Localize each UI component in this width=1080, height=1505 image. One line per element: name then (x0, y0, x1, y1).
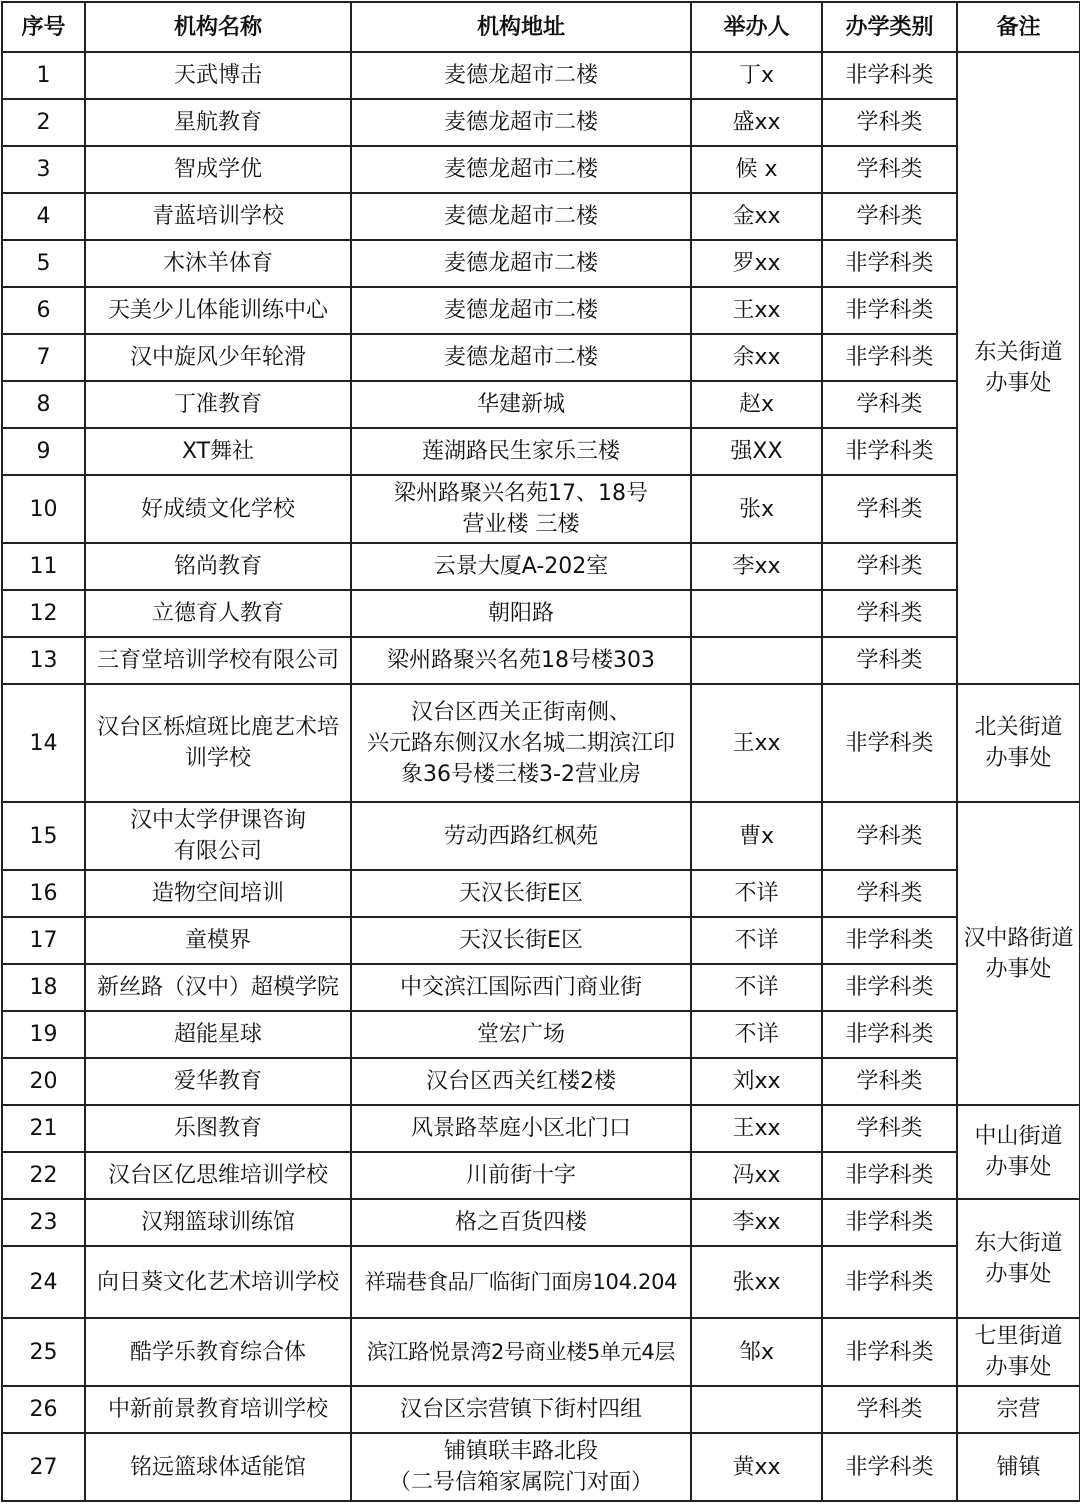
table-row (2, 1105, 1080, 1152)
cell-host: 赵x (691, 381, 822, 428)
cell-name: 童模界 (85, 917, 351, 964)
cell-name: 中新前景教育培训学校 (85, 1386, 351, 1433)
table-row (2, 99, 1080, 146)
table-row (2, 475, 1080, 543)
cell-name: 超能星球 (85, 1011, 351, 1058)
cell-host: 余xx (691, 334, 822, 381)
cell-host: 张xx (691, 1246, 822, 1318)
cell-host: 李xx (691, 543, 822, 590)
cell-host: 金xx (691, 193, 822, 240)
cell-type: 非学科类 (822, 964, 957, 1011)
cell-host: 不详 (691, 917, 822, 964)
header-no: 序号 (2, 2, 85, 52)
cell-address: 滨江路悦景湾2号商业楼5单元4层 (351, 1318, 691, 1386)
cell-type: 非学科类 (822, 334, 957, 381)
cell-name: 汉中旋风少年轮滑 (85, 334, 351, 381)
cell-host: 丁x (691, 52, 822, 99)
institution-table (1, 1, 1080, 1502)
cell-address: 麦德龙超市二楼 (351, 193, 691, 240)
table-row (2, 1433, 1080, 1501)
cell-type: 学科类 (822, 193, 957, 240)
cell-name: 青蓝培训学校 (85, 193, 351, 240)
cell-no: 7 (2, 334, 85, 381)
table-row (2, 428, 1080, 475)
table-row (2, 590, 1080, 637)
cell-no: 11 (2, 543, 85, 590)
cell-host: 不详 (691, 964, 822, 1011)
table-row (2, 52, 1080, 99)
cell-host: 不详 (691, 1011, 822, 1058)
cell-no: 10 (2, 475, 85, 543)
cell-type: 非学科类 (822, 52, 957, 99)
table-row (2, 193, 1080, 240)
cell-address: 风景路萃庭小区北门口 (351, 1105, 691, 1152)
cell-address: 汉台区宗营镇下街村四组 (351, 1386, 691, 1433)
cell-name: 造物空间培训 (85, 870, 351, 917)
cell-address: 莲湖路民生家乐三楼 (351, 428, 691, 475)
cell-address: 堂宏广场 (351, 1011, 691, 1058)
cell-address: 梁州路聚兴名苑17、18号 营业楼 三楼 (351, 475, 691, 543)
table-row (2, 381, 1080, 428)
cell-type: 学科类 (822, 99, 957, 146)
table-row (2, 1199, 1080, 1246)
cell-type: 学科类 (822, 1058, 957, 1105)
table-row (2, 1058, 1080, 1105)
cell-host: 曹x (691, 802, 822, 870)
table-row (2, 637, 1080, 684)
cell-no: 22 (2, 1152, 85, 1199)
table-row (2, 543, 1080, 590)
cell-host (691, 590, 822, 637)
cell-address: 麦德龙超市二楼 (351, 52, 691, 99)
cell-host (691, 637, 822, 684)
cell-note: 七里街道 办事处 (957, 1318, 1080, 1386)
table-row (2, 1246, 1080, 1318)
table-row (2, 1011, 1080, 1058)
cell-host: 邹x (691, 1318, 822, 1386)
cell-name: 木沐羊体育 (85, 240, 351, 287)
table-row (2, 917, 1080, 964)
cell-address: 麦德龙超市二楼 (351, 287, 691, 334)
cell-type: 学科类 (822, 543, 957, 590)
cell-type: 学科类 (822, 590, 957, 637)
cell-host: 强XX (691, 428, 822, 475)
cell-type: 非学科类 (822, 240, 957, 287)
table-row (2, 1152, 1080, 1199)
cell-host: 王xx (691, 287, 822, 334)
cell-host: 罗xx (691, 240, 822, 287)
cell-address: 麦德龙超市二楼 (351, 334, 691, 381)
cell-host: 刘xx (691, 1058, 822, 1105)
header-row (2, 2, 1080, 52)
cell-address: 中交滨江国际西门商业街 (351, 964, 691, 1011)
cell-type: 非学科类 (822, 1199, 957, 1246)
cell-type: 学科类 (822, 475, 957, 543)
cell-address: 朝阳路 (351, 590, 691, 637)
table-row (2, 684, 1080, 802)
cell-name: 向日葵文化艺术培训学校 (85, 1246, 351, 1318)
table-row (2, 870, 1080, 917)
table-row (2, 146, 1080, 193)
cell-address: 祥瑞巷食品厂临街门面房104.204 (351, 1246, 691, 1318)
cell-no: 1 (2, 52, 85, 99)
cell-note: 北关街道 办事处 (957, 684, 1080, 802)
cell-address: 麦德龙超市二楼 (351, 240, 691, 287)
cell-address: 汉台区西关正街南侧、 兴元路东侧汉水名城二期滨江印 象36号楼三楼3-2营业房 (351, 684, 691, 802)
cell-name: 铭尚教育 (85, 543, 351, 590)
cell-host: 张x (691, 475, 822, 543)
cell-no: 20 (2, 1058, 85, 1105)
cell-name: 天美少儿体能训练中心 (85, 287, 351, 334)
cell-note: 东关街道 办事处 (957, 52, 1080, 684)
cell-note: 汉中路街道 办事处 (957, 802, 1080, 1105)
cell-host: 王xx (691, 684, 822, 802)
cell-name: 三育堂培训学校有限公司 (85, 637, 351, 684)
cell-type: 学科类 (822, 381, 957, 428)
cell-type: 非学科类 (822, 1011, 957, 1058)
cell-no: 13 (2, 637, 85, 684)
cell-type: 非学科类 (822, 684, 957, 802)
cell-name: 铭远篮球体适能馆 (85, 1433, 351, 1501)
cell-name: 星航教育 (85, 99, 351, 146)
cell-address: 汉台区西关红楼2楼 (351, 1058, 691, 1105)
cell-no: 15 (2, 802, 85, 870)
cell-type: 非学科类 (822, 428, 957, 475)
cell-type: 学科类 (822, 870, 957, 917)
cell-name: 爱华教育 (85, 1058, 351, 1105)
cell-address: 华建新城 (351, 381, 691, 428)
cell-name: 天武博击 (85, 52, 351, 99)
cell-name: 汉翔篮球训练馆 (85, 1199, 351, 1246)
header-address: 机构地址 (351, 2, 691, 52)
cell-address: 麦德龙超市二楼 (351, 99, 691, 146)
cell-name: 立德育人教育 (85, 590, 351, 637)
cell-address: 麦德龙超市二楼 (351, 146, 691, 193)
table-row (2, 1386, 1080, 1433)
cell-address: 天汉长街E区 (351, 917, 691, 964)
table-row (2, 334, 1080, 381)
cell-type: 非学科类 (822, 1246, 957, 1318)
cell-name: XT舞社 (85, 428, 351, 475)
cell-address: 天汉长街E区 (351, 870, 691, 917)
cell-type: 学科类 (822, 1386, 957, 1433)
cell-no: 14 (2, 684, 85, 802)
cell-address: 云景大厦A-202室 (351, 543, 691, 590)
cell-type: 非学科类 (822, 287, 957, 334)
cell-no: 6 (2, 287, 85, 334)
cell-host: 李xx (691, 1199, 822, 1246)
cell-type: 学科类 (822, 1105, 957, 1152)
cell-address: 格之百货四楼 (351, 1199, 691, 1246)
cell-name: 好成绩文化学校 (85, 475, 351, 543)
cell-host: 冯xx (691, 1152, 822, 1199)
table-row (2, 287, 1080, 334)
cell-no: 27 (2, 1433, 85, 1501)
cell-note: 铺镇 (957, 1433, 1080, 1501)
cell-name: 酷学乐教育综合体 (85, 1318, 351, 1386)
cell-note: 中山街道 办事处 (957, 1105, 1080, 1199)
cell-name: 乐图教育 (85, 1105, 351, 1152)
cell-no: 8 (2, 381, 85, 428)
header-note: 备注 (957, 2, 1080, 52)
cell-address: 川前街十字 (351, 1152, 691, 1199)
table-row (2, 802, 1080, 870)
cell-host: 黄xx (691, 1433, 822, 1501)
cell-type: 非学科类 (822, 1433, 957, 1501)
cell-type: 非学科类 (822, 1152, 957, 1199)
cell-type: 非学科类 (822, 917, 957, 964)
cell-no: 9 (2, 428, 85, 475)
cell-no: 21 (2, 1105, 85, 1152)
cell-no: 24 (2, 1246, 85, 1318)
cell-no: 18 (2, 964, 85, 1011)
cell-host (691, 1386, 822, 1433)
cell-no: 25 (2, 1318, 85, 1386)
cell-address: 梁州路聚兴名苑18号楼303 (351, 637, 691, 684)
cell-host: 候 x (691, 146, 822, 193)
cell-no: 5 (2, 240, 85, 287)
cell-note: 东大街道 办事处 (957, 1199, 1080, 1318)
cell-host: 王xx (691, 1105, 822, 1152)
cell-name: 汉台区栎煊斑比鹿艺术培 训学校 (85, 684, 351, 802)
cell-name: 智成学优 (85, 146, 351, 193)
table-row (2, 964, 1080, 1011)
cell-address: 铺镇联丰路北段 （二号信箱家属院门对面） (351, 1433, 691, 1501)
cell-host: 不详 (691, 870, 822, 917)
cell-no: 19 (2, 1011, 85, 1058)
cell-name: 汉中太学伊课咨询 有限公司 (85, 802, 351, 870)
header-host: 举办人 (691, 2, 822, 52)
cell-no: 17 (2, 917, 85, 964)
cell-address: 劳动西路红枫苑 (351, 802, 691, 870)
cell-name: 汉台区亿思维培训学校 (85, 1152, 351, 1199)
header-type: 办学类别 (822, 2, 957, 52)
cell-host: 盛xx (691, 99, 822, 146)
table-row (2, 240, 1080, 287)
cell-no: 4 (2, 193, 85, 240)
table-row (2, 1318, 1080, 1386)
cell-name: 新丝路（汉中）超模学院 (85, 964, 351, 1011)
header-name: 机构名称 (85, 2, 351, 52)
cell-type: 学科类 (822, 637, 957, 684)
cell-no: 3 (2, 146, 85, 193)
cell-type: 学科类 (822, 802, 957, 870)
cell-no: 23 (2, 1199, 85, 1246)
cell-note: 宗营 (957, 1386, 1080, 1433)
cell-no: 16 (2, 870, 85, 917)
cell-no: 26 (2, 1386, 85, 1433)
cell-type: 非学科类 (822, 1318, 957, 1386)
cell-name: 丁准教育 (85, 381, 351, 428)
cell-type: 学科类 (822, 146, 957, 193)
cell-no: 2 (2, 99, 85, 146)
cell-no: 12 (2, 590, 85, 637)
